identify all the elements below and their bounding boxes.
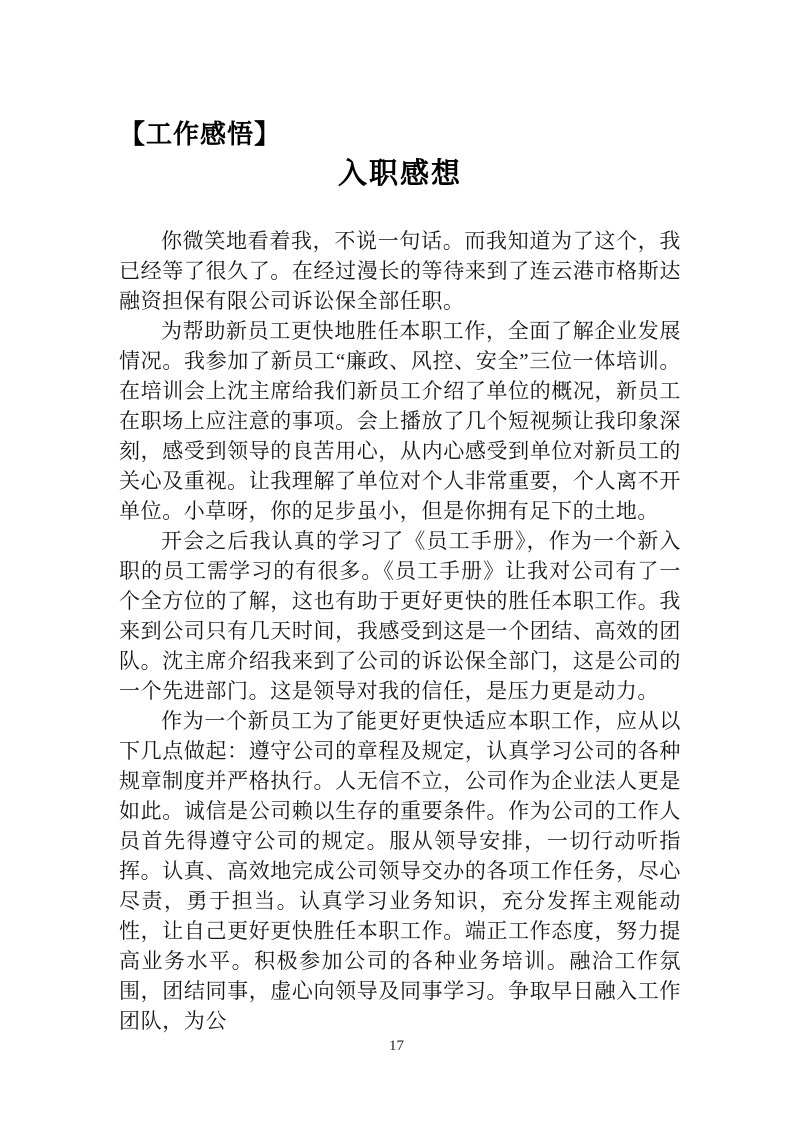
essay-body [119, 226, 681, 1036]
page-title: 入职感想 [337, 158, 462, 190]
section-tag: 【工作感悟】 [119, 120, 282, 149]
paragraph-3: 开会之后我认真的学习了《员工手册》，作为一个新入职的员工需学习的有很多。《员工手册》让我对公司有了一个全方位的了解，这也有助于更好更快的胜任本职工作。我来到公司只有几天时间，我感受到这是一个团结、高效的团队。沈主席介绍我来到了公司的诉讼保全部门，这是公司的一个先进部门。这是领导对我的信任，是压力更是动力。 [119, 529, 681, 703]
page-number: 17 [389, 1038, 404, 1054]
page-content [119, 118, 681, 1036]
paragraph-2: 为帮助新员工更快地胜任本职工作，全面了解企业发展情况。我参加了新员工“廉政、风控、安全”三位一体培训。在培训会上沈主席给我们新员工介绍了单位的概况，新员工在职场上应注意的事项。会上播放了几个短视频让我印象深刻，感受到领导的良苦用心，从内心感受到单位对新员工的关心及重视。让我理解了单位对个人非常重要，个人离不开单位。小草呀，你的足步虽小，但是你拥有足下的土地。 [119, 319, 681, 523]
paragraph-4: 作为一个新员工为了能更好更快适应本职工作，应从以下几点做起：遵守公司的章程及规定，认真学习公司的各种规章制度并严格执行。人无信不立，公司作为企业法人更是如此。诚信是公司赖以生存的重要条件。作为公司的工作人员首先得遵守公司的规定。服从领导安排，一切行动听指挥。认真、高效地完成公司领导交办的各项工作任务，尽心尽责，勇于担当。认真学习业务知识，充分发挥主观能动性，让自己更好更快胜任本职工作。端正工作态度，努力提高业务水平。积极参加公司的各种业务培训。融洽工作氛围，团结同事，虚心向领导及同事学习。争取早日融入工作团队，为公 [119, 709, 681, 1033]
paragraph-1: 你微笑地看着我，不说一句话。而我知道为了这个，我已经等了很久了。在经过漫长的等待来到了连云港市格斯达融资担保有限公司诉讼保全部任职。 [119, 229, 681, 313]
